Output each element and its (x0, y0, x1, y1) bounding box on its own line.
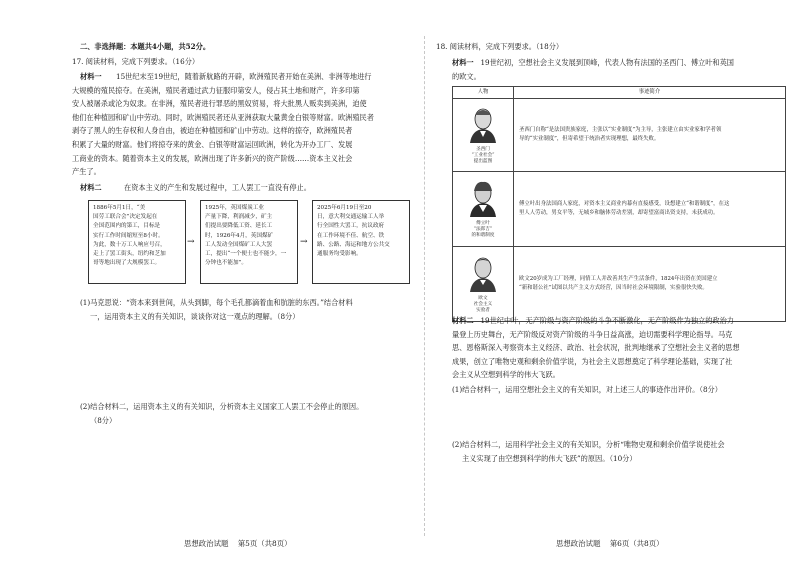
portrait-cell (453, 99, 514, 172)
right-arrow-icon: → (300, 237, 308, 247)
desc-line: 圣西门自称“是法国贵族家庭，主张以“实业制度”为主导，主张建立由实业家和学者领 (519, 127, 722, 133)
box-line: 行全国性大罢工，抗议政府 (317, 223, 385, 230)
box-line: 分钟也不能加”。 (205, 260, 248, 267)
sub-line: 一，运用资本主义的有关知识，谈谈你对这一观点的理解。（8分） (90, 311, 300, 321)
box-line: 全国范围内的第工，目标是 (93, 223, 161, 230)
q18-title: 18. 阅读材料，完成下列要求。（18分） (436, 42, 564, 51)
table-header: 事迹简介 (514, 87, 786, 99)
q17-m1-line: 工商业的资本。随着资本主义的发展，欧洲出现了许多新兴的资产阶级……资本主义社会 (72, 153, 353, 163)
box-line: 工，提出“一个便士也不能少，一 (205, 251, 287, 258)
table-row (453, 99, 786, 172)
sub-line: (2)结合材料二，运用资本主义的有关知识，分析资本主义国家工人罢工不会停止的原因。 (80, 402, 364, 411)
caption-line: 实验者 (476, 308, 490, 313)
fourier-portrait (466, 179, 500, 217)
caption-line: 提出蓝图 (473, 159, 493, 164)
thinkers-table (452, 86, 786, 322)
desc-line: 导的“实业制度”，但寄希望于统治者实现理想，最终失败。 (519, 136, 660, 142)
desc-line: 欧文20岁成为工厂经理，同情工人并改善其生产生活条件，1824年出资在美国建立 (519, 276, 718, 282)
strike-box-1925 (200, 200, 298, 284)
portrait-cell (453, 172, 514, 247)
saint-simon-portrait (466, 105, 500, 143)
q18-m1-line: 19世纪初，空想社会主义发展到顶峰，代表人物有法国的圣西门、傅立叶和英国 (480, 58, 734, 67)
box-line: 实行工作时间缩短至8小时。 (93, 232, 164, 239)
q18-m2-line: 成果，创立了唯物史观和剩余价值学说，为社会主义思想奠定了科学理论基础，实现了社 (452, 356, 733, 366)
box-line: 2025年6月19日至20 (317, 205, 372, 211)
sub-line: 主义实现了由空想到科学的伟大飞跃”的原因。（10分） (462, 453, 637, 463)
q17-m1-line: 他们在种植园和矿山中劳动。同时，欧洲殖民者还从亚洲获取大量黄金白银等财富。欧洲殖民者 (72, 112, 374, 122)
sub-line: （8分） (90, 415, 117, 425)
q17-sub-question-1 (80, 296, 418, 323)
caption-line: 的和谐制度 (471, 233, 495, 238)
q18-sub-question-1 (452, 383, 786, 397)
q17-m1-line: 大规模的殖民掠夺。在美洲，殖民者通过武力征服印第安人，侵占其土地和财产，许多印第 (72, 85, 360, 95)
table-row (453, 247, 786, 322)
page-footer-right: 思想政治试题 第6页（共8页） (556, 539, 664, 548)
portrait-cell (453, 247, 514, 322)
description-cell (514, 247, 786, 322)
q17-m2-label: 材料二 (80, 183, 102, 192)
box-line: 产量下降，利润减少，矿主 (205, 214, 273, 221)
q17-m1-line: 产生了。 (72, 167, 101, 177)
q18-material-one (452, 56, 786, 83)
caption-line: 社会主义 (473, 302, 493, 307)
box-line: 时，1926年4月，英国煤矿 (205, 232, 274, 239)
portrait-caption (453, 147, 513, 165)
q17-m2-text: 在资本主义的产生和发展过程中，工人罢工一直没有停止。 (124, 183, 311, 192)
table-row (453, 172, 786, 247)
box-line: 1886年5月1日，“美 (93, 205, 146, 211)
box-line: 国劳工联合会”决定发起在 (93, 214, 158, 221)
q17-m1-line: 剥夺了黑人的生存权和人身自由，被迫在种植园和矿山中劳动。这样的掠夺，欧洲殖民者 (72, 126, 353, 136)
desc-line: 里人人劳动，男女平等，无城乡和脑体劳动差别，却寄望富商出资支持，未获成功。 (519, 210, 719, 216)
q18-m2-line: 会主义从空想到科学的伟大飞跃。 (452, 370, 560, 380)
box-line: 通服务均受影响。 (317, 251, 362, 258)
caption-line: 傅立叶 (476, 221, 490, 226)
sub-line: (1)马克思说：“资本来到世间，从头到脚，每个毛孔都滴着血和肮脏的东西。”结合材料 (80, 298, 353, 307)
box-line: 们提出要降低工资、延长工 (205, 223, 273, 230)
sub-line: (2)结合材料二，运用科学社会主义的有关知识，分析“唯物史观和剩余价值学说使社会 (452, 440, 725, 449)
q17-m1-line: 15世纪末至19世纪，随着新航路的开辟，欧洲殖民者开始在美洲、非洲等地进行 (116, 72, 372, 81)
description-cell (514, 172, 786, 247)
section-title: 二、非选择题：本题共4小题，共52分。 (80, 42, 211, 51)
box-line: 在工作环境不佳、航空、铁 (317, 232, 385, 239)
q18-m2-line: 量登上历史舞台，无产阶级反对资产阶级的斗争日益高涨，迫切需要科学理论指导。马克 (452, 329, 733, 339)
right-arrow-icon: → (187, 237, 195, 247)
q18-m1-label: 材料一 (452, 58, 474, 67)
portrait-caption (453, 296, 513, 314)
q18-m1-line: 的欧文。 (452, 71, 481, 81)
q17-m1-line: 积累了大量的财富。他们将掠夺来的黄金、白银等财富运回欧洲，转化为开办工厂、发展 (72, 139, 353, 149)
box-line: 哥等地出现了大规模罢工。 (93, 260, 161, 267)
portrait-caption (453, 221, 513, 239)
owen-portrait (466, 254, 500, 292)
q17-m1-label: 材料一 (80, 72, 102, 81)
q18-m2-line: 思、恩格斯深入考察资本主义经济、政治、社会状况，批判地继承了空想社会主义者的思想 (452, 343, 740, 353)
box-line: 走上了罢工街头，纽约和芝加 (93, 251, 166, 258)
q17-material-one (72, 70, 417, 179)
page-footer-left: 思想政治试题 第5页（共8页） (184, 539, 292, 548)
table-header-row (453, 87, 786, 99)
box-line: 为此，数十万工人响应号召， (93, 241, 166, 248)
box-line: 1925年，英国煤炭工业 (205, 205, 264, 211)
strike-box-1886 (88, 200, 186, 284)
q17-m1-line: 安人被屠杀或沦为奴隶。在非洲，殖民者进行罪恶的黑奴贸易，将大批黑人贩卖到美洲，迫使 (72, 99, 367, 109)
q17-title: 17. 阅读材料，完成下列要求。（16分） (72, 57, 200, 66)
caption-line: 圣西门 (476, 147, 490, 152)
page-divider (424, 36, 425, 536)
desc-line: “新和谐公社”试图以共产主义方式经营，因当时社会环境限制，实验很快失败。 (519, 285, 708, 291)
q17-sub-question-2 (80, 400, 418, 427)
box-line: 工人发动全国煤矿工人大罢 (205, 241, 273, 248)
sub-line: (1)结合材料一，运用空想社会主义的有关知识，对上述三人的事迹作出评价。（8分） (452, 385, 722, 394)
q18-material-two (452, 314, 786, 382)
box-line: 路、公路、海运和地方公共交 (317, 241, 390, 248)
q18-m2-label: 材料二 (452, 316, 474, 325)
caption-line: 欧文 (478, 296, 488, 301)
table-header: 人物 (453, 87, 514, 99)
strike-box-2025 (312, 200, 410, 284)
desc-line: 傅立叶出身法国商人家庭，对资本主义商业内幕有直接感受，设想建立“和谐制度”，在这 (519, 201, 730, 207)
box-line: 日，意大利交通运输工人举 (317, 214, 385, 221)
q18-m2-line: 19世纪中叶，无产阶级与资产阶级的斗争不断激化，无产阶级作为独立的政治力 (480, 316, 734, 325)
caption-line: “法郎吉” (473, 227, 493, 232)
q18-sub-question-2 (452, 438, 786, 465)
description-cell (514, 99, 786, 172)
caption-line: “工业社会” (471, 153, 495, 158)
